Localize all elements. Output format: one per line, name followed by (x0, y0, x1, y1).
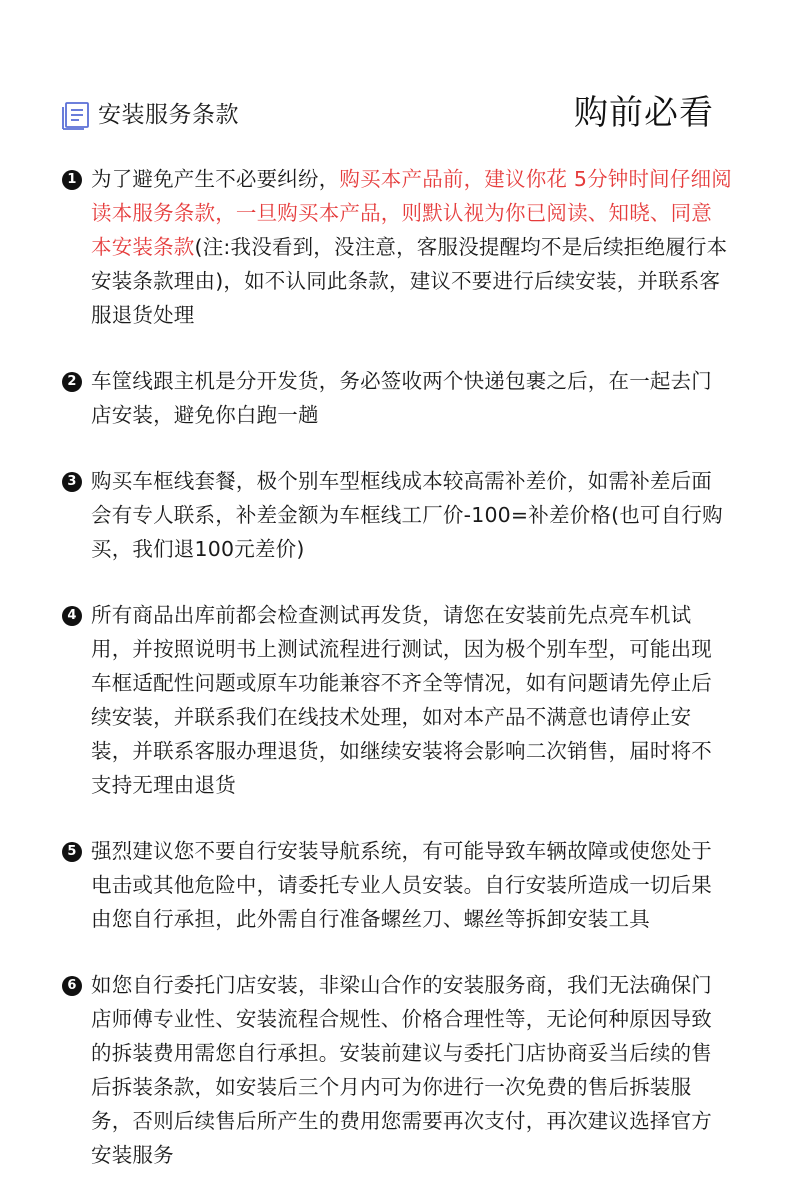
term-text: 购买车框线套餐，极个别车型框线成本较高需补差价，如需补差后面会有专人联系，补差金额为车框线工厂价-100=补差价格(也可自行购买，我们退100元差价) (91, 469, 723, 561)
page-heading: 购前必看 (574, 93, 714, 133)
term-text: 如您自行委托门店安装，非梁山合作的安装服务商，我们无法确保门店师傅专业性、安装流程合规性、价格合理性等，无论何种原因导致的拆装费用需您自行承担。安装前建议与委托门店协商妥当后续的售后拆装条款，如安装后三个月内可为你进行一次免费的售后拆装服务，否则后续售后所产生的费用您需要再次支付，再次建议选择官方安装服务 (91, 973, 712, 1167)
term-text: 强烈建议您不要自行安装导航系统，有可能导致车辆故障或使您处于电击或其他危险中，请委托专业人员安装。自行安装所造成一切后果由您自行承担，此外需自行准备螺丝刀、螺丝等拆卸安装工具 (91, 839, 712, 931)
term-item-1 (62, 162, 732, 332)
number-badge: 5 (62, 842, 82, 862)
number-badge: 1 (62, 170, 82, 190)
term-item-2 (62, 364, 732, 432)
term-item-6 (62, 968, 732, 1172)
term-text: 车筐线跟主机是分开发货，务必签收两个快递包裹之后，在一起去门店安装，避免你白跑一趟 (91, 369, 712, 427)
term-item-4 (62, 598, 732, 802)
term-item-5 (62, 834, 732, 936)
term-highlight-text: 购买本产品前，建议你花 5分钟时间仔细阅读本服务条款，一旦购买本产品，则默认视为你已阅读、知晓、同意本安装条款 (91, 167, 732, 259)
terms-list (62, 162, 732, 1204)
number-badge: 6 (62, 976, 82, 996)
term-text: (注:我没看到，没注意，客服没提醒均不是后续拒绝履行本安装条款理由)，如不认同此条款，建议不要进行后续安装，并联系客服退货处理 (91, 235, 728, 327)
term-item-3 (62, 464, 732, 566)
number-badge: 4 (62, 606, 82, 626)
section-title: 安装服务条款 (98, 102, 239, 128)
term-text: 为了避免产生不必要纠纷， (91, 167, 340, 191)
number-badge: 3 (62, 472, 82, 492)
term-text: 所有商品出库前都会检查测试再发货，请您在安装前先点亮车机试用，并按照说明书上测试流程进行测试，因为极个别车型，可能出现车框适配性问题或原车功能兼容不齐全等情况，如有问题请先停止后续安装，并联系我们在线技术处理，如对本产品不满意也请停止安装，并联系客服办理退货，如继续安装将会影响二次销售，届时将不支持无理由退货 (91, 603, 712, 797)
header (62, 93, 732, 140)
document-list-icon (62, 101, 92, 131)
number-badge: 2 (62, 372, 82, 392)
